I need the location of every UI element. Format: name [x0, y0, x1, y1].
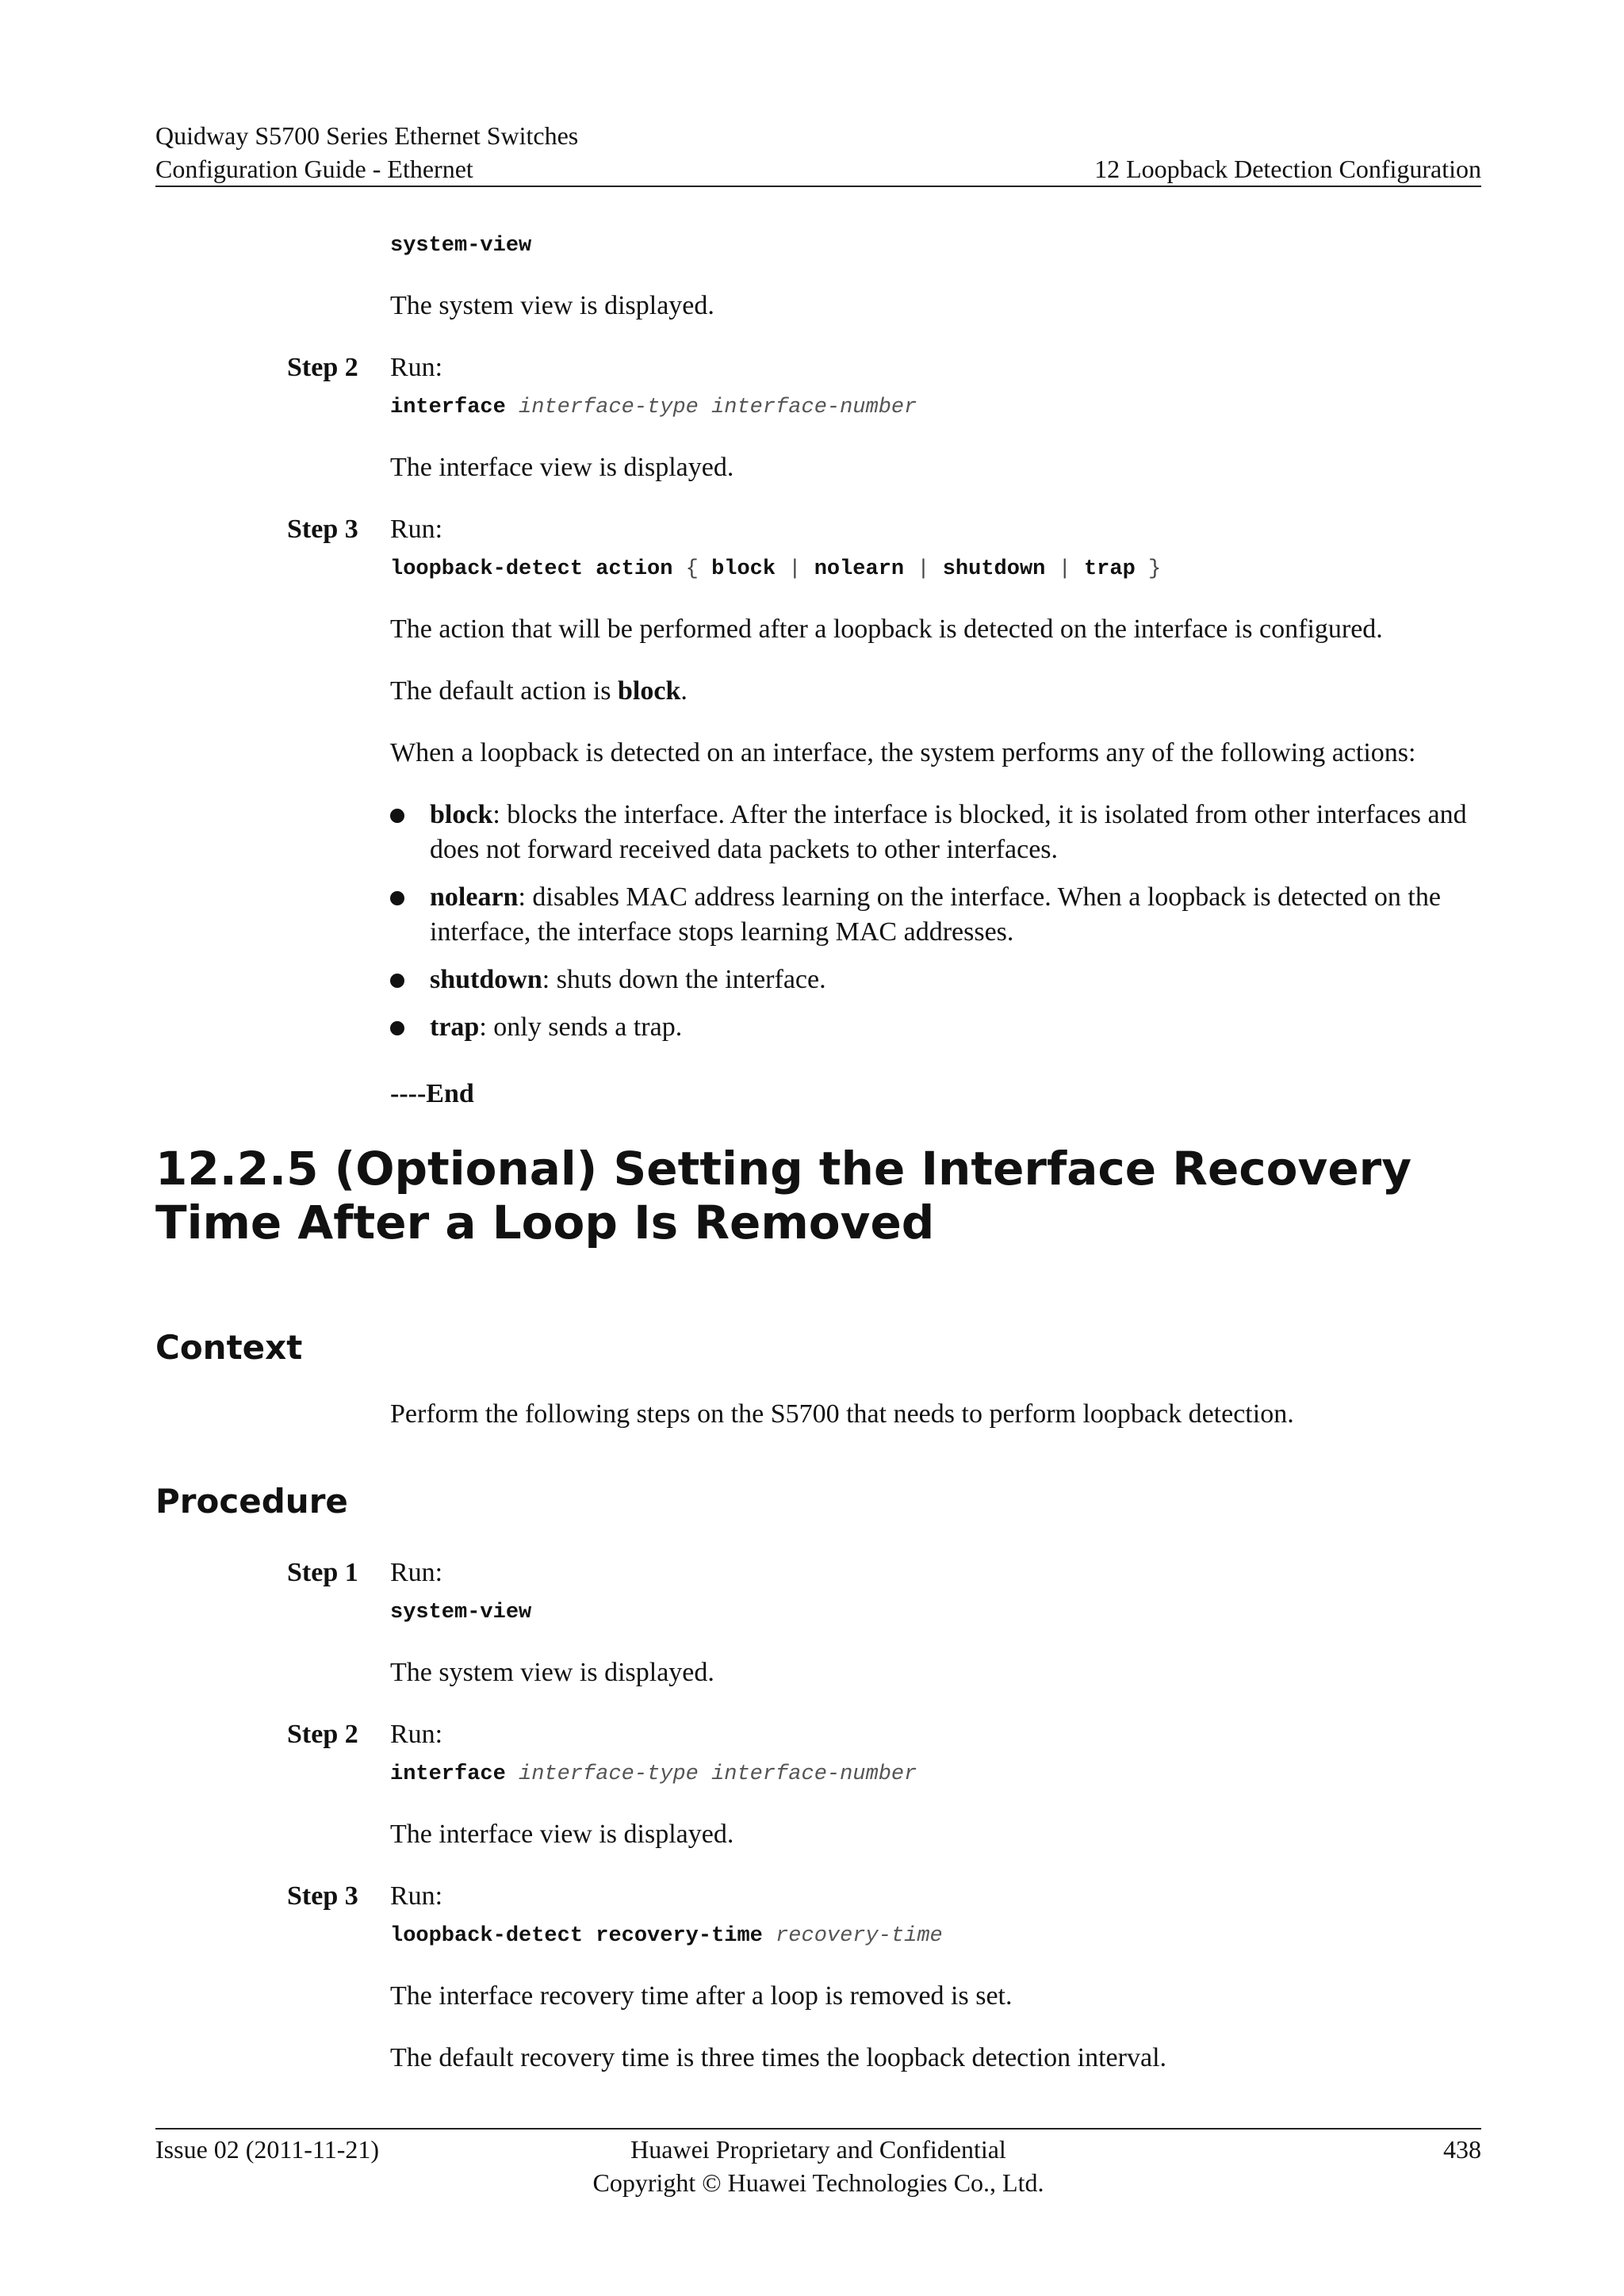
command-system-view: system-view [390, 234, 532, 258]
footer-copyright: Copyright © Huawei Technologies Co., Ltd. [592, 2168, 1044, 2197]
desc-interface-view: The interface view is displayed. [390, 453, 734, 482]
list-item: trap: only sends a trap. [390, 1010, 1481, 1045]
desc-when-detected: When a loopback is detected on an interface, the system performs any of the following actions: [390, 738, 1416, 767]
context-text: Perform the following steps on the S5700 that needs to perform loopback detection. [390, 1399, 1294, 1429]
run-label: Run: [390, 1720, 443, 1749]
end-marker: ----End [390, 1079, 474, 1108]
header-chapter: 12 Loopback Detection Configuration [1094, 155, 1481, 183]
command-loopback-action: loopback-detect action { block | nolearn | shutdown | trap } [390, 557, 1162, 581]
footer-confidential: Huawei Proprietary and Confidential [630, 2135, 1006, 2164]
procedure-heading: Procedure [155, 1482, 348, 1521]
command-system-view: system-view [390, 1601, 532, 1624]
step-label: Step 2 [287, 353, 358, 382]
step-label: Step 2 [287, 1720, 358, 1749]
list-item: nolearn: disables MAC address learning on the interface. When a loopback is detected on the interface, the interface stops learning MAC addresses. [390, 880, 1481, 950]
header-divider [155, 186, 1481, 187]
run-label: Run: [390, 1881, 443, 1911]
page-header [155, 119, 1481, 186]
section-title: 12.2.5 (Optional) Setting the Interface Recovery Time After a Loop Is Removed [155, 1142, 1412, 1249]
run-label: Run: [390, 353, 443, 382]
header-guide: Configuration Guide - Ethernet [155, 155, 473, 183]
bullet-icon [390, 891, 404, 905]
context-heading: Context [155, 1328, 303, 1367]
step-label: Step 3 [287, 515, 358, 544]
step-label: Step 1 [287, 1558, 358, 1587]
command-interface: interface interface-type interface-number [390, 396, 917, 419]
list-item: block: blocks the interface. After the interface is blocked, it is isolated from other interfaces and does not forward received data packets to other interfaces. [390, 798, 1481, 867]
footer-issue: Issue 02 (2011-11-21) [155, 2135, 380, 2164]
desc-system-view: The system view is displayed. [390, 1658, 714, 1687]
desc-action: The action that will be performed after a loopback is detected on the interface is configured. [390, 614, 1383, 644]
page-footer [155, 2133, 1481, 2199]
page-number: 438 [1443, 2135, 1481, 2164]
desc-default-action: The default action is block. [390, 676, 688, 706]
list-item: shutdown: shuts down the interface. [390, 962, 1481, 997]
command-recovery-time: loopback-detect recovery-time recovery-time [390, 1924, 943, 1948]
command-interface: interface interface-type interface-number [390, 1762, 917, 1786]
bullet-icon [390, 809, 404, 823]
header-product: Quidway S5700 Series Ethernet Switches [155, 121, 579, 150]
footer-divider [155, 2128, 1481, 2130]
desc-system-view: The system view is displayed. [390, 291, 714, 320]
run-label: Run: [390, 1558, 443, 1587]
run-label: Run: [390, 515, 443, 544]
desc-interface-view: The interface view is displayed. [390, 1820, 734, 1849]
desc-recovery-default: The default recovery time is three times the loopback detection interval. [390, 2043, 1167, 2072]
bullet-icon [390, 974, 404, 988]
step-label: Step 3 [287, 1881, 358, 1911]
bullet-icon [390, 1021, 404, 1035]
desc-recovery-set: The interface recovery time after a loop is removed is set. [390, 1981, 1013, 2011]
